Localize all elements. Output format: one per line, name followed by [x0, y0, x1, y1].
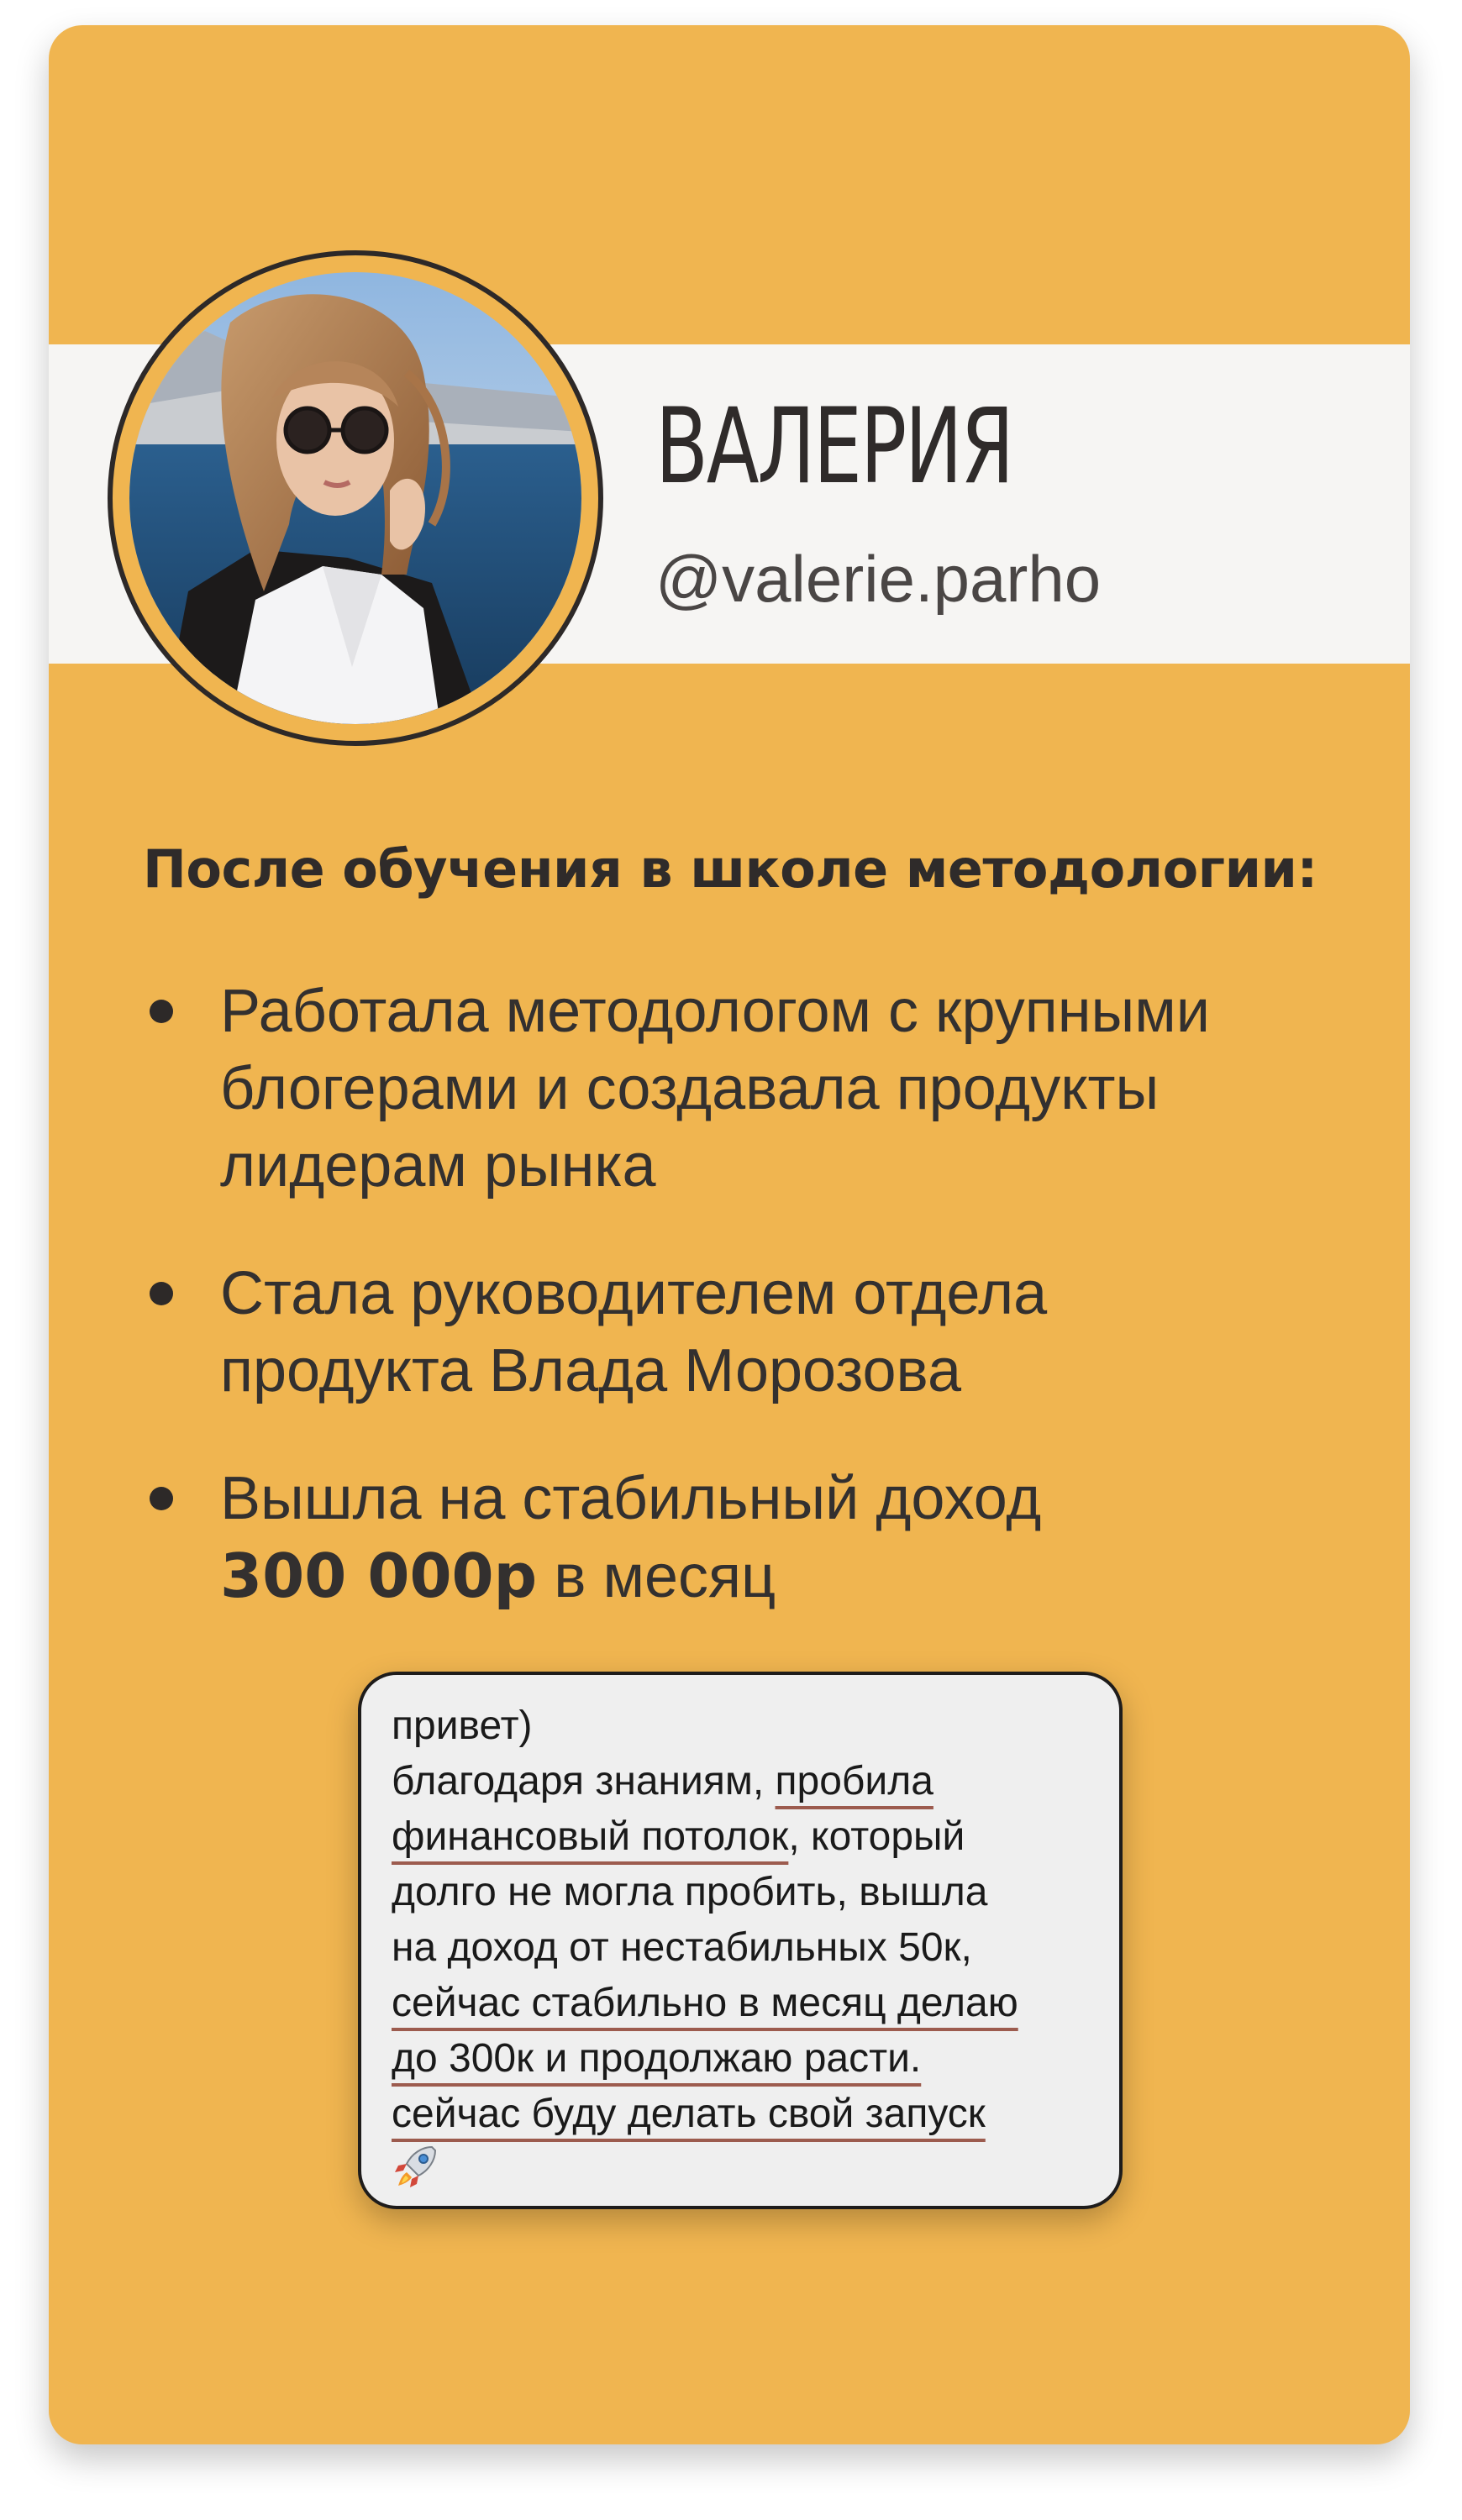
- message-line: [392, 1920, 1089, 1976]
- bullet-dot-icon: [150, 1000, 173, 1023]
- list-item: [143, 1255, 1386, 1410]
- message-line: [392, 1865, 1089, 1920]
- list-item-line: в месяц: [537, 1543, 776, 1610]
- message-highlight: сейчас буду делать свой запуск: [392, 2092, 986, 2136]
- bullet-dot-icon: [150, 1282, 173, 1305]
- message-line: [392, 2142, 1089, 2206]
- avatar-photo: [129, 272, 581, 724]
- message-line: [392, 2031, 1089, 2087]
- message-bubble: [358, 1672, 1123, 2209]
- section-heading: После обучения в школе методологии:: [143, 838, 1317, 900]
- message-line: [392, 2087, 1089, 2142]
- achievements-list: [143, 973, 1386, 1666]
- message-highlight: до 300к и продолжаю расти.: [392, 2036, 922, 2081]
- list-item-line: Работала методологом с крупными: [220, 978, 1210, 1045]
- testimonial-card: [49, 25, 1410, 2444]
- list-item-line: Стала руководителем отдела: [220, 1260, 1048, 1327]
- message-line: [392, 1754, 1089, 1809]
- message-text: на доход от нестабильных 50к,: [392, 1925, 972, 1970]
- message-text: благодаря знаниям,: [392, 1759, 776, 1803]
- list-item-line: лидерам рынка: [220, 1132, 656, 1200]
- rocket-icon: [392, 2142, 440, 2206]
- income-amount: 300 000р: [220, 1541, 538, 1611]
- message-highlight: пробила: [775, 1759, 933, 1803]
- bullet-dot-icon: [150, 1487, 173, 1510]
- profile-handle: @valerie.parho: [655, 542, 1102, 616]
- list-item-line: Вышла на стабильный доход: [220, 1465, 1042, 1532]
- list-item-line: продукта Влада Морозова: [220, 1337, 961, 1404]
- message-text: , который: [788, 1814, 965, 1859]
- message-highlight: финансовый потолок: [392, 1814, 789, 1859]
- message-text: привет): [392, 1704, 533, 1748]
- message-text: долго не могла пробить, вышла: [392, 1870, 988, 1914]
- message-line: [392, 1698, 1089, 1754]
- list-item: [143, 973, 1386, 1205]
- list-item-line: блогерами и создавала продукты: [220, 1055, 1160, 1122]
- profile-name: ВАЛЕРИЯ: [655, 386, 1012, 507]
- list-item: [143, 1460, 1386, 1615]
- message-line: [392, 1809, 1089, 1865]
- message-highlight: сейчас стабильно в месяц делаю: [392, 1981, 1018, 2025]
- message-line: [392, 1976, 1089, 2031]
- avatar: [129, 272, 581, 724]
